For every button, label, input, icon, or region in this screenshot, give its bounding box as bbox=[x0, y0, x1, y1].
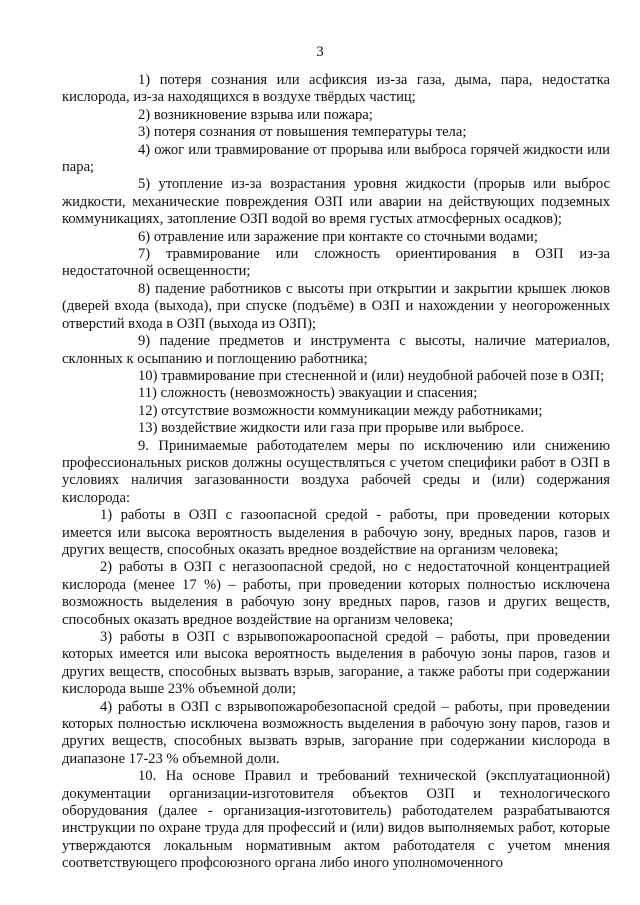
section-9-subitem: 4) работы в ОЗП с взрывопожаробезопасной средой – работы, при проведении которых полностью исключена возможность выделения в рабочую зону паров, газов и других веществ, способных вызвать взрыв, загорание при содержании кислорода в диапазоне 17-23 % объемной доли. bbox=[62, 698, 610, 767]
list-number: 1) bbox=[138, 72, 151, 88]
section-number: 9. bbox=[138, 437, 149, 454]
list-number: 9) bbox=[138, 333, 151, 350]
list-item bbox=[62, 420, 610, 437]
list-item bbox=[62, 246, 610, 281]
list-item bbox=[62, 333, 610, 368]
list-item bbox=[62, 142, 610, 177]
list-item bbox=[62, 403, 610, 420]
section-9-subitem: 2) работы в ОЗП с негазоопасной средой, но с недостаточной концентрацией кислорода (менее 17 %) – работы, при проведении которых полностью исключена возможность выделения в рабочую зону вредных паров, газов и других веществ, способных оказать вредное воздействие на организм человека; bbox=[62, 559, 610, 628]
list-text: потеря сознания от повышения температуры тела; bbox=[153, 124, 467, 141]
list-item bbox=[62, 72, 610, 107]
list-number: 2) bbox=[138, 106, 151, 123]
list-item bbox=[62, 385, 610, 402]
list-item bbox=[62, 281, 610, 333]
section-10 bbox=[62, 768, 610, 872]
list-item bbox=[62, 176, 610, 228]
document-body bbox=[62, 72, 610, 873]
list-item bbox=[62, 107, 610, 124]
list-text: возникновение взрыва или пожара; bbox=[153, 106, 373, 123]
list-number: 10) bbox=[138, 367, 158, 384]
list-number: 5) bbox=[138, 176, 151, 193]
list-number: 6) bbox=[138, 228, 151, 245]
list-item bbox=[62, 124, 610, 141]
list-text: сложность (невозможность) эвакуации и спасения; bbox=[160, 385, 478, 402]
list-text: потеря сознания или асфиксия из-за газа, дыма, пара, недостатка кислорода, из-за находящихся в воздухе твёрдых частиц; bbox=[62, 72, 610, 106]
list-text: утопление из-за возрастания уровня жидкости (прорыв или выброс жидкости, механические повреждения ОЗП или аварии на действующих подземных коммуникациях, затопление ОЗП водой во время густых атмосферных осадков); bbox=[62, 176, 610, 228]
section-9-subitem: 1) работы в ОЗП с газоопасной средой - работы, при проведении которых имеется или высока вероятность выделения в рабочую зону, вредных паров, газов и других веществ, способных оказать вредное воздействие на организм человека; bbox=[62, 507, 610, 558]
section-text: Принимаемые работодателем меры по исключению или снижению профессиональных рисков должны осуществляться с учетом специфики работ в ОЗП в условиях наличия загазованности воздуха рабочей среды и (или) содержания кислорода: bbox=[62, 437, 610, 506]
list-number: 12) bbox=[138, 402, 158, 419]
section-9 bbox=[62, 438, 610, 508]
list-text: отравление или заражение при контакте со сточными водами; bbox=[153, 228, 538, 245]
list-text: травмирование или сложность ориентирования в ОЗП из-за недостаточной освещенности; bbox=[62, 246, 610, 280]
list-number: 4) bbox=[138, 141, 151, 158]
list-text: ожог или травмирование от прорыва или выброса горячей жидкости или пара; bbox=[62, 141, 610, 176]
list-text: отсутствие возможности коммуникации между работниками; bbox=[161, 402, 543, 419]
list-number: 7) bbox=[138, 246, 151, 263]
list-text: травмирование при стесненной и (или) неудобной рабочей позе в ОЗП; bbox=[161, 367, 605, 384]
section-9-subitem: 3) работы в ОЗП с взрывопожароопасной средой – работы, при проведении которых имеется или высока вероятность выделения в рабочую зоны паров, газов и других веществ, способных вызвать взрыв, загорание, а также работы при содержании кислорода выше 23% объемной доли; bbox=[62, 629, 610, 698]
list-item bbox=[62, 229, 610, 246]
list-item bbox=[62, 368, 610, 385]
list-text: падение предметов и инструмента с высоты, наличие материалов, склонных к осыпанию и поглощению работника; bbox=[62, 333, 610, 367]
list-text: падение работников с высоты при открытии и закрытии крышек люков (дверей входа (выхода), при спуске (подъёме) в ОЗП и нахождении у неогороженных отверстий входа в ОЗП (выхода из ОЗП); bbox=[62, 280, 610, 332]
section-text: На основе Правил и требований технической (эксплуатационной) документации организации-изготовителя объектов ОЗП и технологического оборудования (далее - организация-изготовитель) работодателем разрабатываются инструкции по охране труда для профессий и (или) видов выполняемых работ, которые утверждаются локальным нормативным актом работодателя с учетом мнения соответствующего профсоюзного органа либо иного уполномоченного bbox=[62, 768, 610, 872]
page-number: 3 bbox=[316, 44, 324, 60]
list-number: 13) bbox=[138, 420, 158, 437]
list-number: 11) bbox=[138, 385, 157, 402]
section-number: 10. bbox=[138, 768, 157, 785]
list-number: 3) bbox=[138, 124, 151, 141]
list-text: воздействие жидкости или газа при прорыве или выбросе. bbox=[161, 420, 525, 437]
list-number: 8) bbox=[138, 280, 151, 297]
